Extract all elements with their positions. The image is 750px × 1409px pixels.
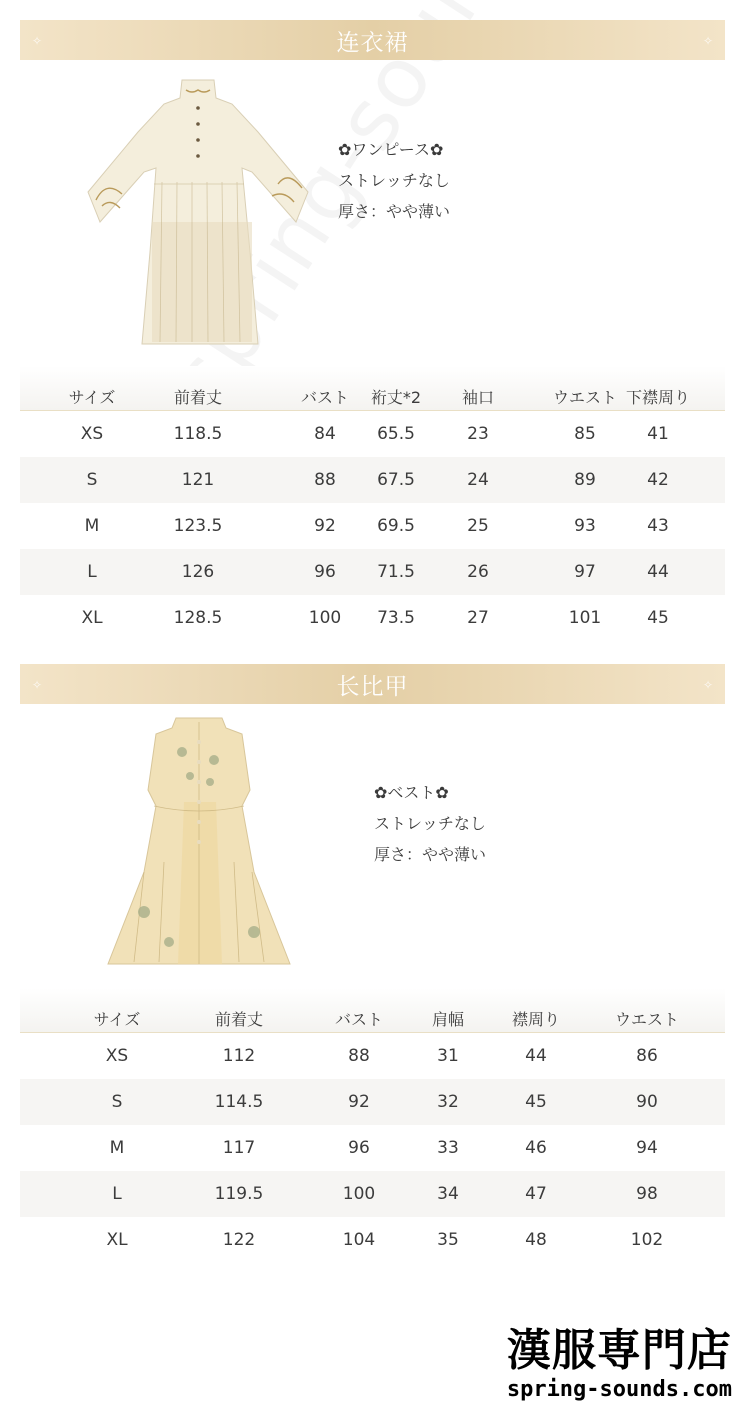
table-cell: 43 — [647, 516, 669, 536]
dress-info — [338, 134, 450, 227]
table-cell: L — [87, 562, 97, 582]
table-cell: 118.5 — [173, 424, 223, 444]
section-banner-dress — [20, 20, 725, 60]
table-cell: L — [112, 1184, 122, 1204]
table-cell: 84 — [314, 424, 336, 444]
table-header — [20, 366, 725, 411]
table-cell: 86 — [636, 1046, 658, 1066]
column-header: 前着丈 — [214, 1010, 264, 1029]
vest-info — [374, 777, 486, 870]
table-cell: 26 — [467, 562, 489, 582]
table-cell: 128.5 — [173, 608, 223, 628]
table-cell: 41 — [647, 424, 669, 444]
column-header: 前着丈 — [173, 388, 223, 407]
table-row — [20, 1171, 725, 1217]
column-header: バスト — [300, 388, 350, 407]
shop-logo — [507, 1325, 732, 1403]
table-cell: 98 — [636, 1184, 658, 1204]
table-cell: S — [111, 1092, 123, 1112]
table-cell: 122 — [222, 1230, 256, 1250]
ornament-icon: ✧ — [702, 678, 713, 692]
section-title: 连衣裙 — [336, 29, 409, 56]
table-cell: 69.5 — [377, 516, 415, 536]
ornament-icon: ✧ — [32, 34, 43, 48]
column-header: 袖口 — [461, 388, 495, 407]
table-cell: XL — [81, 608, 103, 628]
table-cell: 27 — [467, 608, 489, 628]
table-cell: 23 — [467, 424, 489, 444]
table-cell: XS — [105, 1046, 129, 1066]
table-cell: M — [84, 516, 100, 536]
table-cell: 92 — [348, 1092, 370, 1112]
table-cell: 71.5 — [377, 562, 415, 582]
table-cell: 88 — [348, 1046, 370, 1066]
table-cell: 46 — [525, 1138, 547, 1158]
table-cell: 47 — [525, 1184, 547, 1204]
table-row — [20, 457, 725, 503]
shop-name: 漢服専門店 — [506, 1325, 732, 1376]
table-cell: 100 — [308, 608, 342, 628]
table-row — [20, 1217, 725, 1263]
stretch-label: ストレッチなし — [374, 814, 486, 833]
table-cell: 45 — [647, 608, 669, 628]
thickness-label: 厚さ：やや薄い — [338, 202, 451, 221]
table-cell: 88 — [314, 470, 336, 490]
table-cell: 114.5 — [214, 1092, 264, 1112]
table-row — [20, 1079, 725, 1125]
table-cell: 93 — [574, 516, 596, 536]
table-cell: 100 — [342, 1184, 376, 1204]
column-header: 肩幅 — [431, 1010, 465, 1029]
table-cell: 89 — [574, 470, 596, 490]
table-cell: XS — [80, 424, 104, 444]
table-cell: 33 — [437, 1138, 459, 1158]
table-cell: 112 — [222, 1046, 256, 1066]
table-cell: 119.5 — [214, 1184, 264, 1204]
table-cell: 123.5 — [173, 516, 223, 536]
table-row — [20, 1125, 725, 1171]
dress-image — [82, 72, 314, 352]
table-row — [20, 1033, 725, 1079]
column-header: ウエスト — [614, 1010, 680, 1029]
table-cell: 96 — [348, 1138, 370, 1158]
table-cell: S — [86, 470, 98, 490]
table-cell: 104 — [342, 1230, 376, 1250]
table-cell: 101 — [568, 608, 602, 628]
column-header: ウエスト — [552, 388, 618, 407]
table-cell: 48 — [525, 1230, 547, 1250]
table-cell: 92 — [314, 516, 336, 536]
table-cell: 117 — [222, 1138, 256, 1158]
table-cell: 97 — [574, 562, 596, 582]
table-cell: 90 — [636, 1092, 658, 1112]
table-cell: 73.5 — [377, 608, 415, 628]
column-header: 裄丈*2 — [370, 388, 422, 407]
size-table-vest — [20, 988, 725, 1263]
column-header: サイズ — [68, 388, 116, 407]
table-row — [20, 549, 725, 595]
table-cell: 102 — [630, 1230, 664, 1250]
table-cell: 65.5 — [377, 424, 415, 444]
column-header: 下襟周り — [625, 388, 691, 407]
table-row — [20, 595, 725, 641]
column-header: バスト — [334, 1010, 384, 1029]
table-cell: 94 — [636, 1138, 658, 1158]
table-cell: 24 — [467, 470, 489, 490]
table-cell: 96 — [314, 562, 336, 582]
section-title: 长比甲 — [336, 673, 409, 700]
column-header: サイズ — [93, 1010, 141, 1029]
vest-image — [104, 712, 294, 974]
ornament-icon: ✧ — [702, 34, 713, 48]
table-row — [20, 503, 725, 549]
shop-url: spring-sounds.com — [506, 1377, 732, 1402]
product-type: ✿ベスト✿ — [374, 783, 449, 802]
section-banner-vest — [20, 664, 725, 704]
table-cell: 85 — [574, 424, 596, 444]
table-cell: 126 — [181, 562, 215, 582]
table-cell: 31 — [437, 1046, 459, 1066]
table-header — [20, 988, 725, 1033]
table-cell: 32 — [437, 1092, 459, 1112]
product-type: ✿ワンピース✿ — [338, 140, 444, 159]
table-cell: 45 — [525, 1092, 547, 1112]
thickness-label: 厚さ：やや薄い — [374, 845, 487, 864]
table-cell: 25 — [467, 516, 489, 536]
table-cell: 35 — [437, 1230, 459, 1250]
table-cell: 34 — [437, 1184, 459, 1204]
table-cell: 42 — [647, 470, 669, 490]
table-row — [20, 411, 725, 457]
table-cell: 67.5 — [377, 470, 415, 490]
table-cell: 44 — [525, 1046, 547, 1066]
column-header: 襟周り — [511, 1010, 561, 1029]
ornament-icon: ✧ — [32, 678, 43, 692]
size-table-dress — [20, 366, 725, 641]
table-cell: XL — [106, 1230, 128, 1250]
table-cell: 121 — [181, 470, 215, 490]
stretch-label: ストレッチなし — [338, 171, 450, 190]
table-cell: 44 — [647, 562, 669, 582]
table-cell: M — [109, 1138, 125, 1158]
